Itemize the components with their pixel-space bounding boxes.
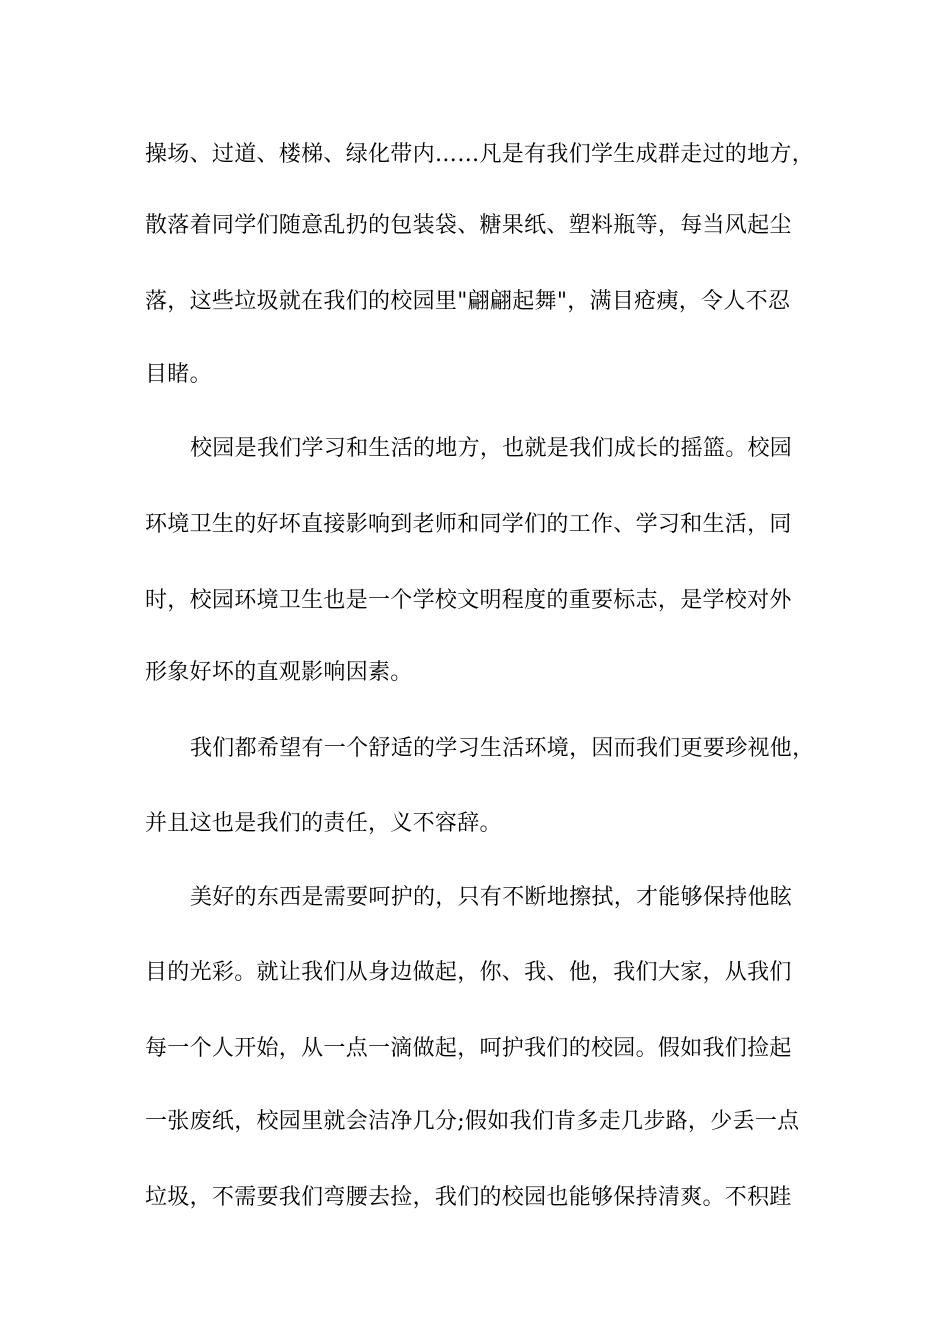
text-line: 每一个人开始，从一点一滴做起，呵护我们的校园。假如我们捡起 [145, 1036, 792, 1061]
text-line: 并且这也是我们的责任，义不容辞。 [145, 811, 502, 836]
text-line: 目睹。 [145, 362, 212, 387]
paragraph-start-line: 美好的东西是需要呵护的，只有不断地擦拭，才能够保持他眩 [190, 885, 793, 910]
text-line: 散落着同学们随意乱扔的包装袋、糖果纸、塑料瓶等，每当风起尘 [145, 213, 792, 238]
text-line: 落，这些垃圾就在我们的校园里"翩翩起舞"，满目疮痍，令人不忍 [145, 289, 791, 314]
text-line: 目的光彩。就让我们从身边做起，你、我、他，我们大家，从我们 [145, 960, 792, 985]
text-line: 操场、过道、楼梯、绿化带内……凡是有我们学生成群走过的地方， [145, 142, 815, 167]
text-line: 环境卫生的好坏直接影响到老师和同学们的工作、学习和生活，同 [145, 512, 792, 537]
text-line: 形象好坏的直观影响因素。 [145, 660, 413, 685]
text-line: 一张废纸，校园里就会洁净几分;假如我们肯多走几步路，少丢一点 [145, 1109, 800, 1134]
text-line: 垃圾，不需要我们弯腰去捡，我们的校园也能够保持清爽。不积跬 [145, 1185, 792, 1210]
text-line: 时，校园环境卫生也是一个学校文明程度的重要标志，是学校对外 [145, 588, 792, 613]
paragraph-start-line: 我们都希望有一个舒适的学习生活环境，因而我们更要珍视他， [190, 736, 815, 761]
paragraph-start-line: 校园是我们学习和生活的地方，也就是我们成长的摇篮。校园 [190, 436, 793, 461]
